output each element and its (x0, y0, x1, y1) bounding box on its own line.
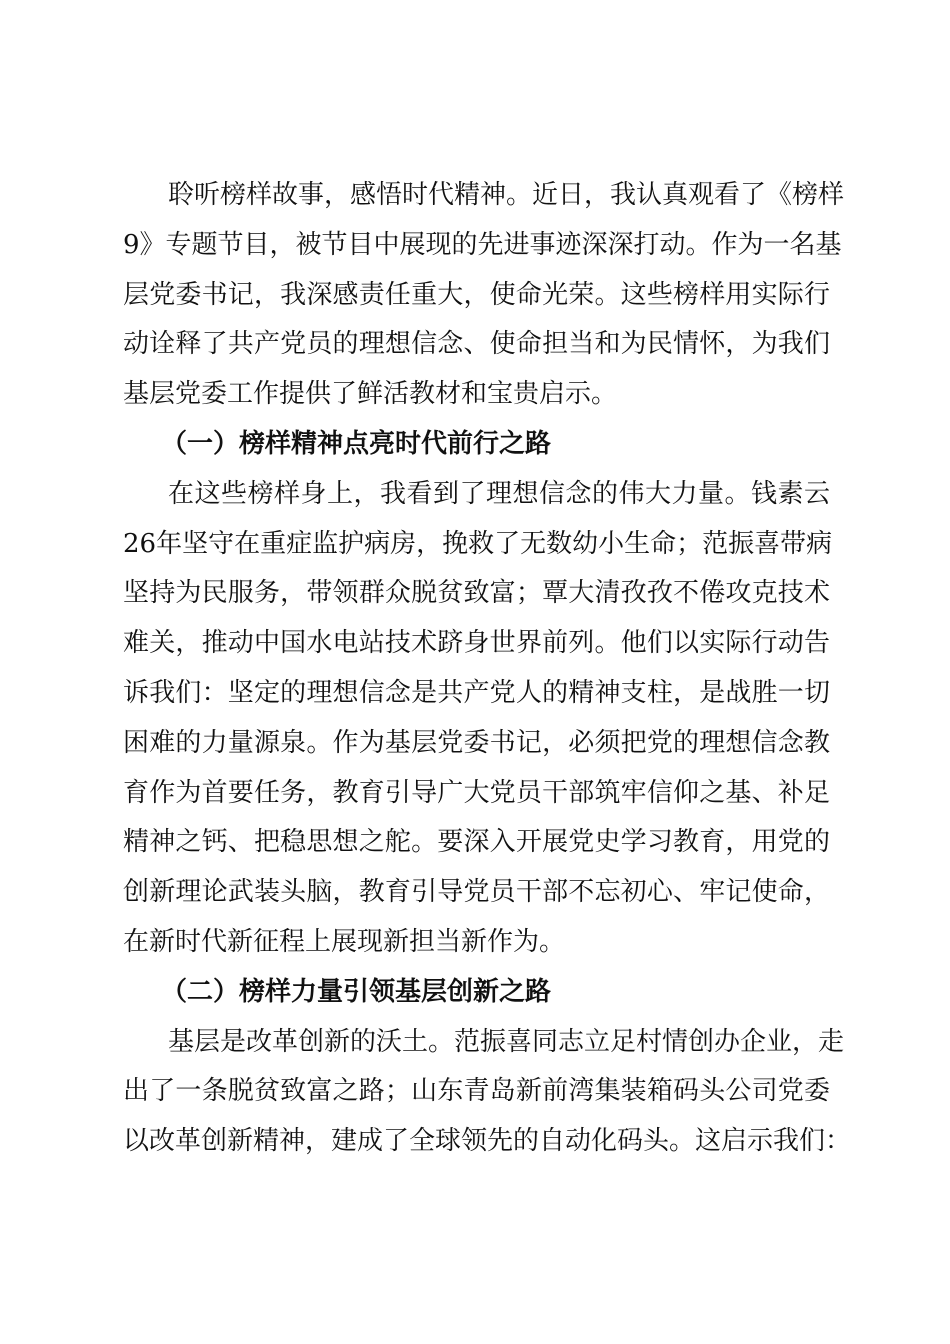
text-line: 26年坚守在重症监护病房，挽救了无数幼小生命；范振喜带病 (123, 528, 833, 559)
text-line: 基层党委工作提供了鲜活教材和宝贵启示。 (123, 379, 618, 410)
text-line: 聆听榜样故事，感悟时代精神。近日，我认真观看了《榜样 (168, 180, 845, 210)
text-line: 诉我们：坚定的理想信念是共产党人的精神支柱，是战胜一切 (123, 677, 830, 708)
text-line: 坚持为民服务，带领群众脱贫致富；覃大清孜孜不倦攻克技术 (123, 578, 830, 609)
text-line: 育作为首要任务，教育引导广大党员干部筑牢信仰之基、补足 (123, 777, 830, 808)
text-line: 9》专题节目，被节目中展现的先进事迹深深打动。作为一名基 (123, 229, 842, 260)
section-2-paragraph (123, 1018, 852, 1167)
section-heading-2: （二）榜样力量引领基层创新之路 (161, 976, 552, 1007)
text-line: 以改革创新精神，建成了全球领先的自动化码头。这启示我们： (123, 1126, 852, 1157)
text-line: 难关，推动中国水电站技术跻身世界前列。他们以实际行动告 (123, 628, 830, 659)
section-heading-1: （一）榜样精神点亮时代前行之路 (161, 428, 552, 459)
text-line: 困难的力量源泉。作为基层党委书记，必须把党的理想信念教 (123, 727, 830, 758)
text-line: 基层是改革创新的沃土。范振喜同志立足村情创办企业，走 (168, 1026, 845, 1057)
text-line: 精神之钙、把稳思想之舵。要深入开展党史学习教育，用党的 (123, 827, 830, 858)
text-line: 创新理论武装头脑，教育引导党员干部不忘初心、牢记使命， (123, 877, 830, 908)
intro-paragraph (123, 171, 845, 420)
document-page (123, 171, 852, 1167)
text-line: 在这些榜样身上，我看到了理想信念的伟大力量。钱素云 (168, 478, 830, 509)
text-line: 在新时代新征程上展现新担当新作为。 (123, 926, 566, 957)
section-1-paragraph (123, 470, 833, 968)
text-line: 出了一条脱贫致富之路；山东青岛新前湾集装箱码头公司党委 (123, 1076, 830, 1107)
text-line: 层党委书记，我深感责任重大，使命光荣。这些榜样用实际行 (123, 279, 830, 310)
text-line: 动诠释了共产党员的理想信念、使命担当和为民情怀，为我们 (123, 329, 830, 360)
